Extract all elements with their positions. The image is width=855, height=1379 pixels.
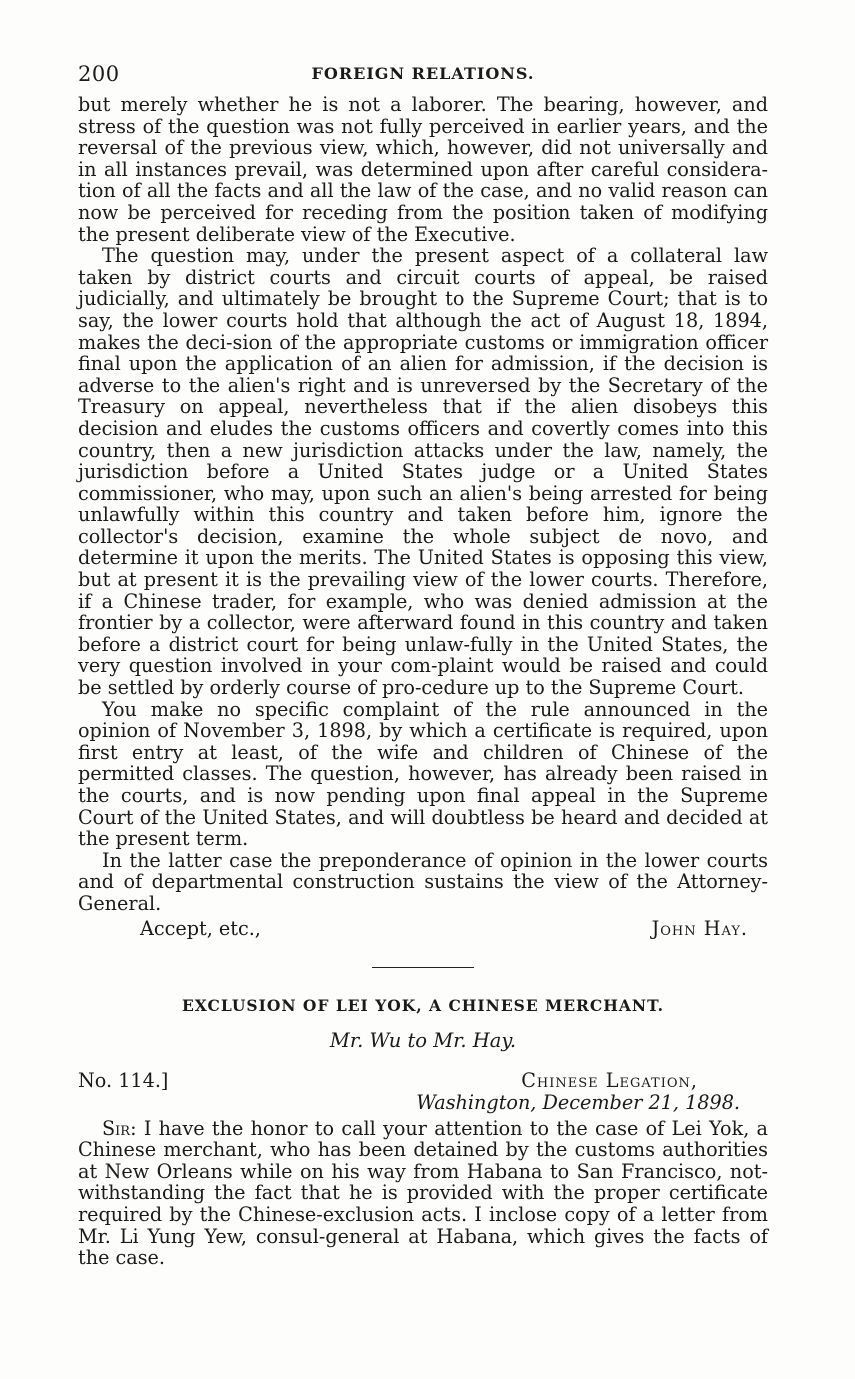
paragraph-collateral-law: The question may, under the present aspect of a collateral law taken by district courts and circuit courts of appeal, be raised judicially, and ultimately be brought to the Supreme Court; that is to say, the lower courts hold that although the act of August 18, 1894, makes the deci-sion of the appropriate customs or immigration officer final upon the application of an alien for admission, if the decision is adverse to the alien's right and is unreversed by the Secretary of the Treasury on appeal, nevertheless that if the alien disobeys this decision and eludes the customs officers and covertly comes into this country, then a new jurisdiction attacks under the law, namely, the jurisdiction before a United States judge or a United States commissioner, who may, upon such an alien's being arrested for being unlawfully within this country and taken before him, ignore the collector's decision, examine the whole subject de novo, and determine it upon the merits. The United States is opposing this view, but at present it is the prevailing view of the lower courts. Therefore, if a Chinese trader, for example, who was denied admission at the frontier by a collector, were afterward found in this country and taken before a district court for being unlaw-fully in the United States, the very question involved in your com-plaint would be raised and could be settled by orderly course of pro-cedure up to the Supreme Court.	[78, 244, 768, 700]
running-title: FOREIGN RELATIONS.	[311, 64, 535, 83]
letter-body-text: I have the honor to call your attention to the case of Lei Yok, a Chinese merchant, who has been detained by the customs authorities at New Orleans while on his way from Habana to San Francisco, not-withstanding the fact that he is provided with the proper certificate required by the Chinese-exclusion acts. I inclose copy of a letter from Mr. Li Yung Yew, consul-general at Habana, which gives the facts of the case.	[78, 1116, 768, 1270]
paragraph-continuation: but merely whether he is not a laborer. The bearing, however, and stress of the question was not fully perceived in earlier years, and the reversal of the previous view, which, however, did not universally and in all instances prevail, was determined upon after careful considera-tion of all the facts and all the law of the case, and no valid reason can now be perceived for receding from the position taken of modifying the present deliberate view of the Executive.	[78, 93, 768, 246]
body-text	[78, 94, 768, 915]
letter-closing	[78, 917, 768, 941]
closing-text: Accept, etc.,	[140, 916, 261, 940]
letter-head: Mr. Wu to Mr. Hay.	[329, 1028, 517, 1052]
sender-place: Chinese Legation,	[521, 1068, 698, 1092]
letter-body	[78, 1118, 768, 1269]
paragraph-certificate-rule: You make no specific complaint of the rule announced in the opinion of November 3, 1898, by which a certificate is required, upon first entry at least, of the wife and children of Chinese of the permitted classes. The question, however, has already been raised in the courts, and is now pending upon final appeal in the Supreme Court of the United States, and will doubtless be heard and decided at the present term.	[78, 697, 768, 851]
paragraph-latter-case: In the latter case the preponderance of opinion in the lower courts and of departmental construction sustains the view of the Attorney-General.	[78, 848, 768, 915]
salutation: Sir:	[102, 1116, 137, 1140]
document-page	[78, 62, 768, 1269]
page-number: 200	[78, 62, 120, 86]
section-title: EXCLUSION OF LEI YOK, A CHINESE MERCHANT.	[181, 995, 665, 1015]
signature: John Hay.	[651, 916, 748, 940]
running-head	[78, 62, 768, 88]
section-divider	[372, 967, 474, 968]
letter-date: Washington, December 21, 1898.	[416, 1090, 740, 1114]
letter-paragraph	[78, 1118, 768, 1269]
dateline-block	[78, 1070, 768, 1118]
document-number: No. 114.]	[78, 1068, 169, 1092]
